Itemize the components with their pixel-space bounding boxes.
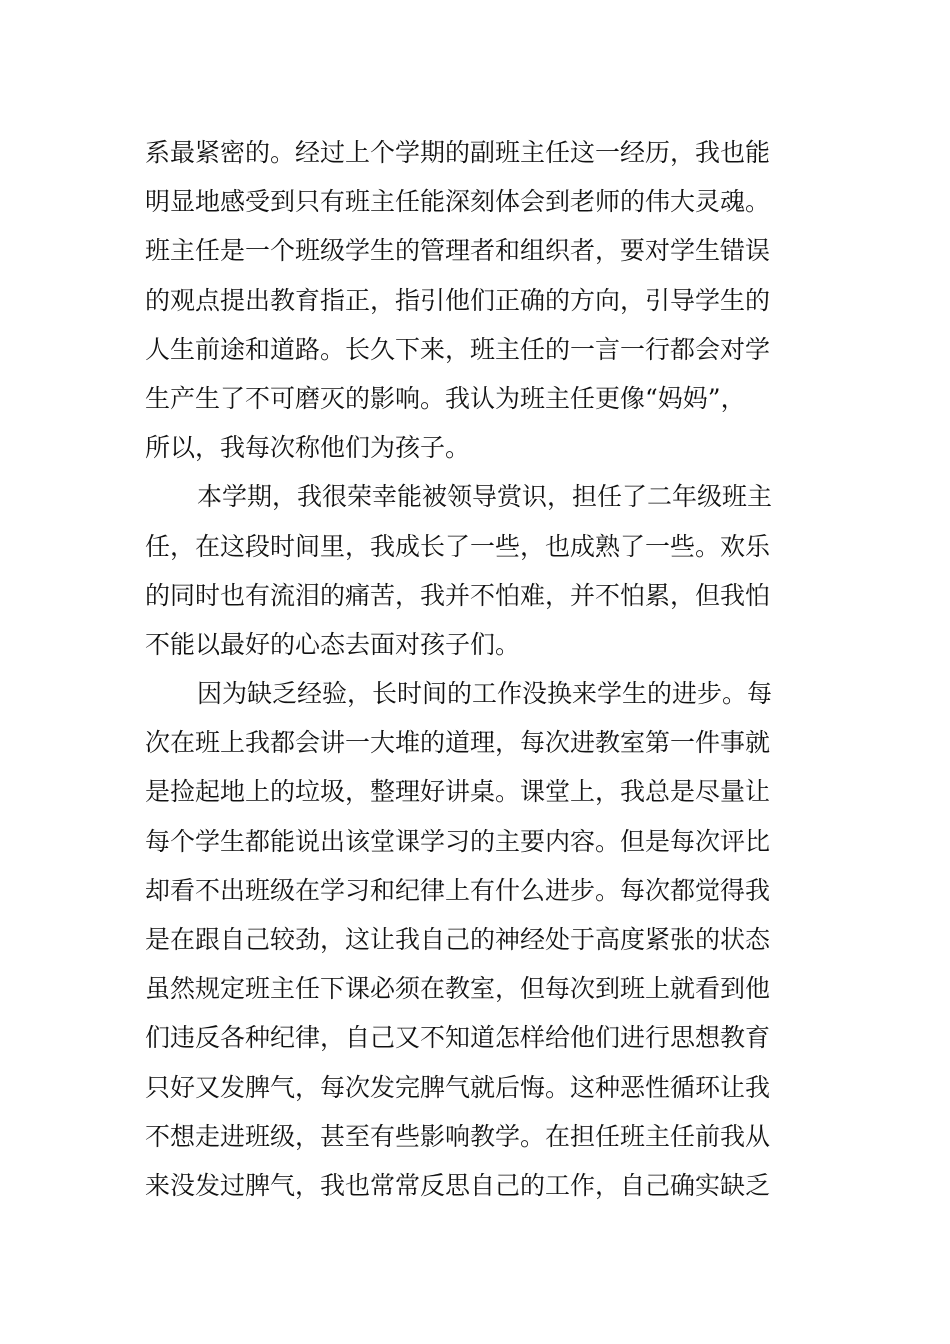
text-line: 班主任是一个班级学生的管理者和组织者，要对学生错误 <box>145 236 771 266</box>
text-line: 因为缺乏经验，长时间的工作没换来学生的进步。每 <box>197 679 773 709</box>
body-text <box>145 128 810 1210</box>
text-line: 的观点提出教育指正，指引他们正确的方向，引导学生的 <box>145 285 771 315</box>
text-line: 只好又发脾气，每次发完脾气就后悔。这种恶性循环让我 <box>145 1072 771 1102</box>
text-line: 却看不出班级在学习和纪律上有什么进步。每次都觉得我 <box>145 875 771 905</box>
text-line: 本学期，我很荣幸能被领导赏识，担任了二年级班主 <box>197 482 773 512</box>
text-line: 生产生了不可磨灭的影响。我认为班主任更像“妈妈”， <box>145 383 746 413</box>
text-line: 是捡起地上的垃圾，整理好讲桌。课堂上，我总是尽量让 <box>145 777 771 807</box>
text-line: 不能以最好的心态去面对孩子们。 <box>145 629 521 659</box>
text-line: 是在跟自己较劲，这让我自己的神经处于高度紧张的状态 <box>145 925 771 954</box>
text-line: 虽然规定班主任下课必须在教室，但每次到班上就看到他 <box>145 974 771 1004</box>
text-line: 来没发过脾气，我也常常反思自己的工作，自己确实缺乏 <box>145 1170 771 1200</box>
text-line: 的同时也有流泪的痛苦，我并不怕难，并不怕累，但我怕 <box>145 580 771 610</box>
text-line: 们违反各种纪律，自己又不知道怎样给他们进行思想教育 <box>145 1023 771 1053</box>
text-line: 不想走进班级，甚至有些影响教学。在担任班主任前我从 <box>145 1121 771 1151</box>
text-line: 明显地感受到只有班主任能深刻体会到老师的伟大灵魂。 <box>145 187 771 217</box>
text-line: 系最紧密的。经过上个学期的副班主任这一经历，我也能 <box>145 138 771 167</box>
text-line: 所以，我每次称他们为孩子。 <box>145 433 471 463</box>
text-line: 人生前途和道路。长久下来，班主任的一言一行都会对学 <box>145 334 771 364</box>
text-line: 次在班上我都会讲一大堆的道理，每次进教室第一件事就 <box>145 728 771 758</box>
text-line: 每个学生都能说出该堂课学习的主要内容。但是每次评比 <box>145 826 771 856</box>
text-line: 任，在这段时间里，我成长了一些，也成熟了一些。欢乐 <box>145 531 771 561</box>
